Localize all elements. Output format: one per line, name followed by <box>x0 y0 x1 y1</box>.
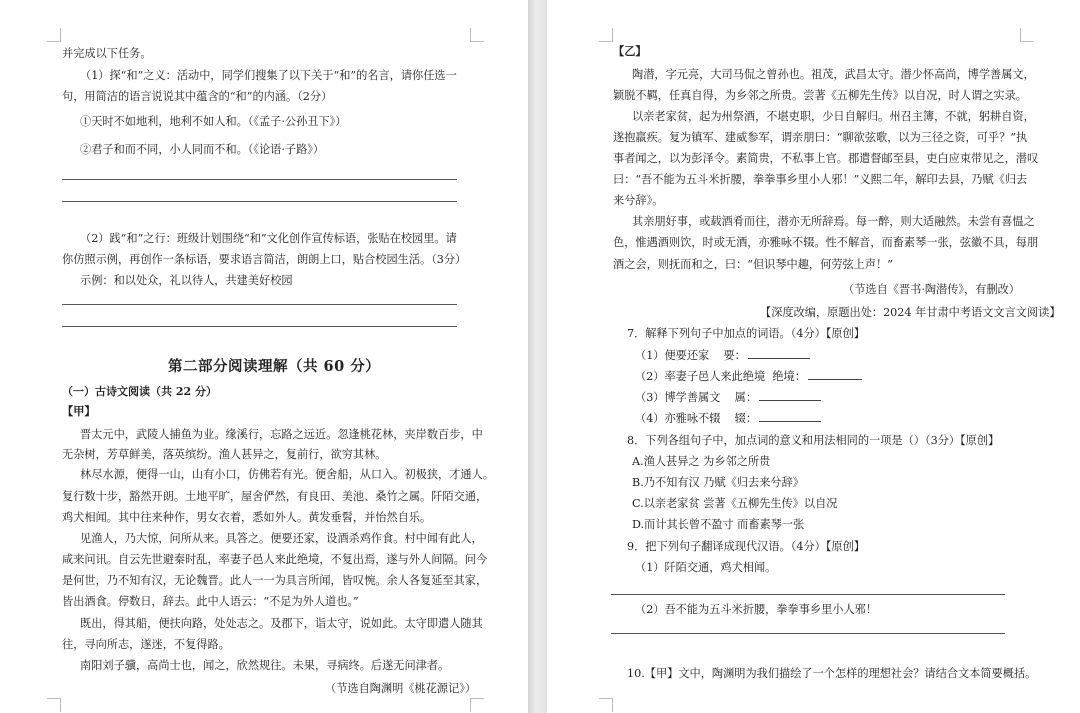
passage-yi-label: 【乙】 <box>613 44 647 58</box>
q9-sentence-1: （1）阡陌交通，鸡犬相闻。 <box>635 561 777 574</box>
passage-jia-line: 南阳刘子骥，高尚士也，闻之，欣然规往。未果，寻病终。后遂无问津者。 <box>80 659 450 672</box>
page-corner-mark <box>47 28 61 42</box>
q2-example: 示例：和以处众，礼以待人，共建美好校园 <box>80 274 293 287</box>
q9-stem: 9．把下列句子翻译成现代汉语。（4分）【原创】 <box>627 540 865 553</box>
passage-jia-line: 咸来问讯。自云先世避秦时乱，率妻子邑人来此绝境，不复出焉，遂与外人间隔。问今 <box>62 553 488 566</box>
q7-answer-blank[interactable] <box>808 369 862 380</box>
q7-item-word: 属： <box>734 391 758 404</box>
passage-jia-line: 复行数十步，豁然开朗。土地平旷，屋舍俨然，有良田、美池、桑竹之属。阡陌交通， <box>62 490 488 503</box>
q9-sentence-2: （2）吾不能为五斗米折腰，拳拳事乡里小人邪！ <box>635 603 878 616</box>
q7-item <box>635 369 862 383</box>
answer-line[interactable] <box>611 633 1005 634</box>
source-note: 【深度改编，原题出处：2024 年甘肃中考语文文言文阅读】 <box>760 306 1061 319</box>
passage-jia-line: 既出，得其船，便扶向路，处处志之。及郡下，诣太守，说如此。太守即遣人随其 <box>80 617 483 630</box>
q2-line2: 你仿照示例，再创作一条标语，要求语言简洁，朗朗上口，贴合校园生活。（3分） <box>62 253 467 266</box>
passage-yi-line: 色，惟遇酒则饮，时或无酒，亦雅咏不辍。性不解音，而畜素琴一张，弦徽不具，每朋 <box>613 236 1039 249</box>
q7-answer-blank[interactable] <box>759 411 821 422</box>
passage-jia-line: 晋太元中，武陵人捕鱼为业。缘溪行，忘路之远近。忽逢桃花林，夹岸数百步，中 <box>80 428 483 441</box>
q7-item-text: （4）亦雅咏不辍 <box>635 412 721 425</box>
q7-item-word: 辍： <box>734 412 758 425</box>
q7-stem: 7．解释下列句子中加点的词语。（4分）【原创】 <box>627 327 865 340</box>
page-corner-mark <box>599 698 613 712</box>
q8-option-c: C.以亲老家贫 尝著《五柳先生传》以自况 <box>632 497 838 510</box>
q7-answer-blank[interactable] <box>759 390 821 401</box>
passage-yi-line: 事者闻之，以为彭泽令。素简贵，不私事上官。郡遣督邮至县，吏白应束带见之，潜叹 <box>613 152 1039 165</box>
q1-line1: （1）探“和”之义：活动中，同学们搜集了以下关于“和”的名言，请你任选一 <box>80 69 457 82</box>
q8-stem: 8．下列各组句子中，加点词的意义和用法相同的一项是（）（3分）【原创】 <box>627 434 1000 447</box>
q8-option-d: D.而计其长曾不盈寸 而畜素琴一张 <box>632 518 805 531</box>
passage-jia-line: 皆出酒食。停数日，辞去。此中人语云：“不足为外人道也。” <box>62 595 359 608</box>
q8-option-b: B.乃不知有汉 乃赋《归去来兮辞》 <box>632 476 804 489</box>
passage-jia-line: 是何世，乃不知有汉，无论魏晋。此人一一为具言所闻，皆叹惋。余人各复延至其家， <box>62 574 488 587</box>
subsection-title: （一）古诗文阅读（共 22 分） <box>62 385 217 398</box>
passage-yi-line: 以亲老家贫，起为州祭酒，不堪吏职，少日自解归。州召主簿，不就，躬耕自资， <box>632 110 1035 123</box>
passage-jia-line: 林尽水源，便得一山，山有小口，仿佛若有光。便舍船，从口入。初极狭，才通人。 <box>80 468 494 481</box>
q7-item-text: （2）率妻子邑人来此绝境 <box>635 370 766 383</box>
q7-item <box>635 348 810 362</box>
q8-option-a: A.渔人甚异之 为乡邻之所贵 <box>632 455 771 468</box>
passage-yi-line: 陶潜，字元亮，大司马侃之曾孙也。祖茂，武昌太守。潜少怀高尚，博学善属文， <box>632 68 1035 81</box>
passage-yi-line: 遂抱羸疾。复为镇军、建威参军，谓亲朋曰：“聊欲弦歌，以为三径之资，可乎？”执 <box>613 131 1028 144</box>
answer-line[interactable] <box>62 201 457 202</box>
page-corner-mark <box>1020 28 1034 42</box>
q2-line1: （2）践“和”之行：班级计划围绕“和”文化创作宣传标语，张贴在校园里。请 <box>80 232 457 245</box>
page-corner-mark <box>599 28 613 42</box>
answer-line[interactable] <box>611 594 1005 595</box>
q7-answer-blank[interactable] <box>748 348 810 359</box>
page-gap <box>528 0 547 713</box>
answer-line[interactable] <box>62 179 457 180</box>
q1-line2: 句，用简洁的语言说说其中蕴含的“和”的内涵。（2分） <box>62 90 333 103</box>
q10-stem: 10.【甲】文中，陶渊明为我们描绘了一个怎样的理想社会？请结合文本简要概括。 <box>627 667 1037 680</box>
passage-yi-line: 来兮辞》。 <box>613 194 664 207</box>
passage-yi-source: （节选自《晋书·陶潜传》，有删改） <box>843 283 1020 296</box>
passage-jia-line: 往，寻向所志，遂迷，不复得路。 <box>62 638 230 651</box>
q7-item <box>635 411 821 425</box>
q7-item-word: 绝境： <box>772 370 806 383</box>
answer-line[interactable] <box>62 304 457 305</box>
intro-text: 并完成以下任务。 <box>62 47 152 60</box>
right-page <box>547 0 1080 713</box>
q7-item-text: （1）便要还家 <box>635 349 710 362</box>
page-corner-mark <box>470 698 484 712</box>
q7-item-text: （3）博学善属文 <box>635 391 721 404</box>
passage-yi-line: 曰：“吾不能为五斗米折腰，拳拳事乡里小人邪！”义熙二年，解印去县，乃赋《归去 <box>613 173 1028 186</box>
q7-item-word: 要： <box>723 349 746 362</box>
passage-yi-line: 酒之会，则抚而和之，曰：“但识琴中趣，何劳弦上声！” <box>613 258 893 271</box>
q1-option-1: ①天时不如地利，地利不如人和。（《孟子·公孙丑下》） <box>80 115 347 128</box>
page-corner-mark <box>470 28 484 42</box>
answer-line[interactable] <box>62 326 457 327</box>
q1-option-2: ②君子和而不同，小人同而不和。（《论语·子路》） <box>80 143 325 156</box>
passage-yi-line: 颖脱不羁，任真自得，为乡邻之所贵。尝著《五柳先生传》以自况，时人谓之实录。 <box>613 89 1027 102</box>
passage-jia-line: 见渔人，乃大惊，问所从来。具答之。便要还家，设酒杀鸡作食。村中闻有此人， <box>80 532 483 545</box>
q7-item <box>635 390 821 404</box>
passage-jia-line: 鸡犬相闻。其中往来种作，男女衣着，悉如外人。黄发垂髫，并怡然自乐。 <box>62 511 432 524</box>
passage-yi-line: 其亲朋好事，或载酒肴而往，潜亦无所辞焉。每一醉，则大适融然。未尝有喜愠之 <box>632 215 1035 228</box>
passage-jia-label: 【甲】 <box>62 404 96 418</box>
left-page <box>0 0 528 713</box>
passage-jia-source: （节选自陶渊明《桃花源记》） <box>325 682 477 695</box>
passage-jia-line: 无杂树，芳草鲜美，落英缤纷。渔人甚异之，复前行，欲穷其林。 <box>62 448 387 461</box>
page-corner-mark <box>47 698 61 712</box>
section-title: 第二部分阅读理解（共 60 分） <box>168 358 381 375</box>
